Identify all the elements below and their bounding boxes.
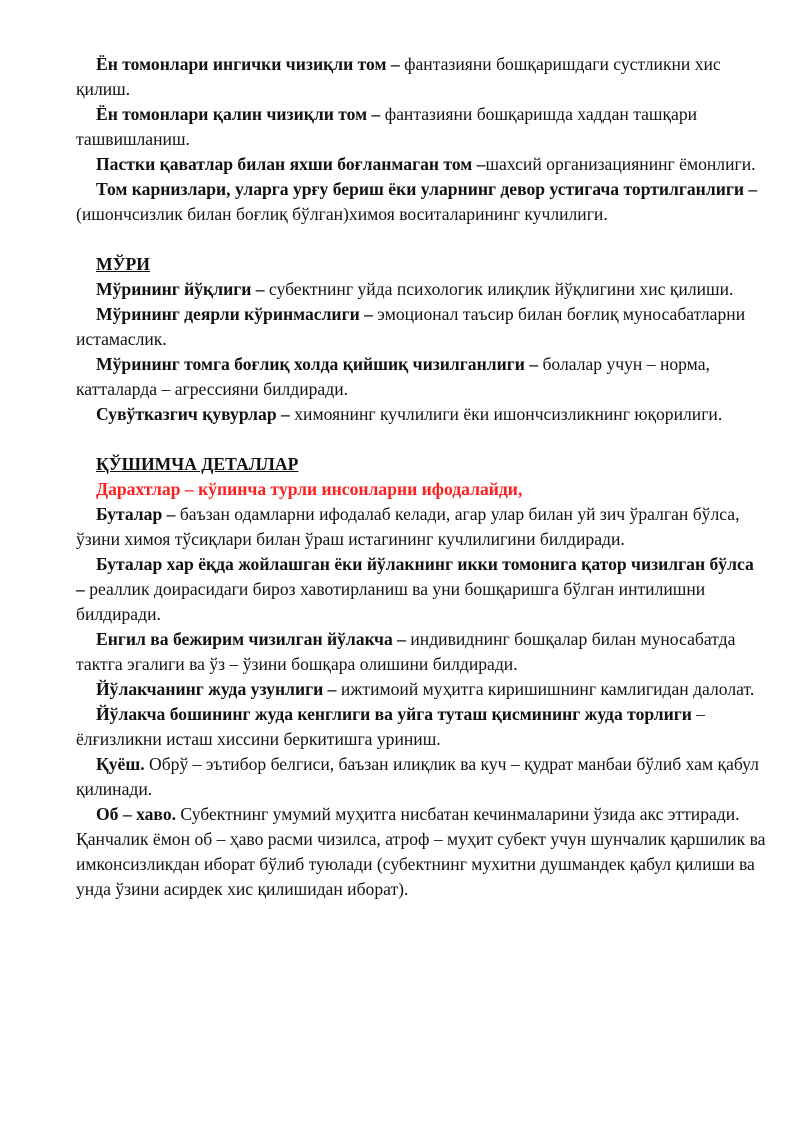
- term: Ён томонлари қалин чизиқли том –: [96, 104, 381, 124]
- paragraph: [76, 402, 766, 427]
- term: Йўлакчанинг жуда узунлиги –: [96, 679, 337, 699]
- definition: реаллик доирасидаги бироз хавотирланиш ва уни бошқаришга бўлган интилишни билдиради.: [76, 579, 706, 624]
- term: Буталар –: [96, 504, 176, 524]
- section-roof: [76, 52, 766, 227]
- definition: Субектнинг умумий муҳитга нисбатан кечинмаларини ўзида акс эттиради. Қанчалик ёмон об – ҳаво расми чизилса, атроф – муҳит субект учун шунчалик қаршилик ва имконсизликдан иборат бўлиб туюлади (субектнинг мухитни душмандек қабул қилиши ва унда ўзини асирдек хис қилишидан иборат).: [76, 804, 766, 899]
- paragraph: [76, 277, 766, 302]
- term: Йўлакча бошининг жуда кенглиги ва уйга туташ қисмининг жуда торлиги: [96, 704, 692, 724]
- definition: фантазияни бошқаришдаги сустликни хис қилиш.: [76, 54, 721, 99]
- paragraph: [76, 802, 766, 902]
- highlighted-line: Дарахтлар – кўпинча турли инсонларни ифодалайди,: [96, 479, 523, 499]
- spacer: [76, 227, 766, 252]
- term: Об – хаво.: [96, 804, 177, 824]
- definition: шахсий организациянинг ёмонлиги.: [485, 154, 756, 174]
- definition: фантазияни бошқаришда хаддан ташқари ташвишланиш.: [76, 104, 698, 149]
- paragraph: [76, 502, 766, 552]
- definition: (ишончсизлик билан боғлиқ бўлган)химоя воситаларининг кучлилиги.: [76, 204, 608, 224]
- term: Том карнизлари, уларга урғу бериш ёки уларнинг девор устигача тортилганлиги –: [96, 179, 758, 199]
- paragraph: [76, 302, 766, 352]
- term: Мўрининг деярли кўринмаслиги –: [96, 304, 373, 324]
- definition: эмоционал таъсир билан боғлиқ муносабатларни истамаслик.: [76, 304, 746, 349]
- paragraph: [76, 552, 766, 627]
- section-heading: МЎРИ: [96, 254, 150, 274]
- definition: – ёлғизликни исташ хиссини беркитишга уриниш.: [76, 704, 706, 749]
- section-additional-details: [76, 452, 766, 902]
- definition: Обрў – эътибор белгиси, баъзан илиқлик ва куч – қудрат манбаи бўлиб хам қабул қилинади.: [76, 754, 759, 799]
- paragraph: [76, 152, 766, 177]
- term: Қуёш.: [96, 754, 145, 774]
- definition: химоянинг кучлилиги ёки ишончсизликнинг юқорилиги.: [289, 404, 723, 424]
- section-chimney: [76, 252, 766, 427]
- paragraph: [76, 102, 766, 152]
- term: Пастки қаватлар билан яхши боғланмаган том –: [96, 154, 486, 174]
- term: Енгил ва бежирим чизилган йўлакча –: [96, 629, 406, 649]
- definition: болалар учун – норма, катталарда – агрессияни билдиради.: [76, 354, 710, 399]
- paragraph: [76, 627, 766, 677]
- spacer: [76, 427, 766, 452]
- definition: субектнинг уйда психологик илиқлик йўқлигини хис қилиши.: [264, 279, 734, 299]
- term: Мўрининг йўқлиги –: [96, 279, 265, 299]
- term: Буталар хар ёқда жойлашган ёки йўлакнинг икки томонига қатор чизилган бўлса –: [76, 554, 754, 599]
- paragraph: [76, 752, 766, 802]
- term: Мўрининг томга боғлиқ холда қийшиқ чизилганлиги –: [96, 354, 539, 374]
- definition: ижтимоий муҳитга киришишнинг камлигидан далолат.: [336, 679, 755, 699]
- paragraph: [76, 52, 766, 102]
- definition: баъзан одамларни ифодалаб келади, агар улар билан уй зич ўралган бўлса, ўзини химоя тўсиқлари билан ўраш истагининг кучлилигини билдиради.: [76, 504, 740, 549]
- document-page: [76, 52, 766, 902]
- definition: индивиднинг бошқалар билан муносабатда тактга эгалиги ва ўз – ўзини бошқара олишини билдиради.: [76, 629, 736, 674]
- paragraph: [76, 177, 766, 227]
- term: Ён томонлари ингички чизиқли том –: [96, 54, 400, 74]
- paragraph: [76, 352, 766, 402]
- term: Сувўтказгич қувурлар –: [96, 404, 290, 424]
- section-heading: ҚЎШИМЧА ДЕТАЛЛАР: [96, 454, 299, 474]
- paragraph: [76, 702, 766, 752]
- paragraph: [76, 677, 766, 702]
